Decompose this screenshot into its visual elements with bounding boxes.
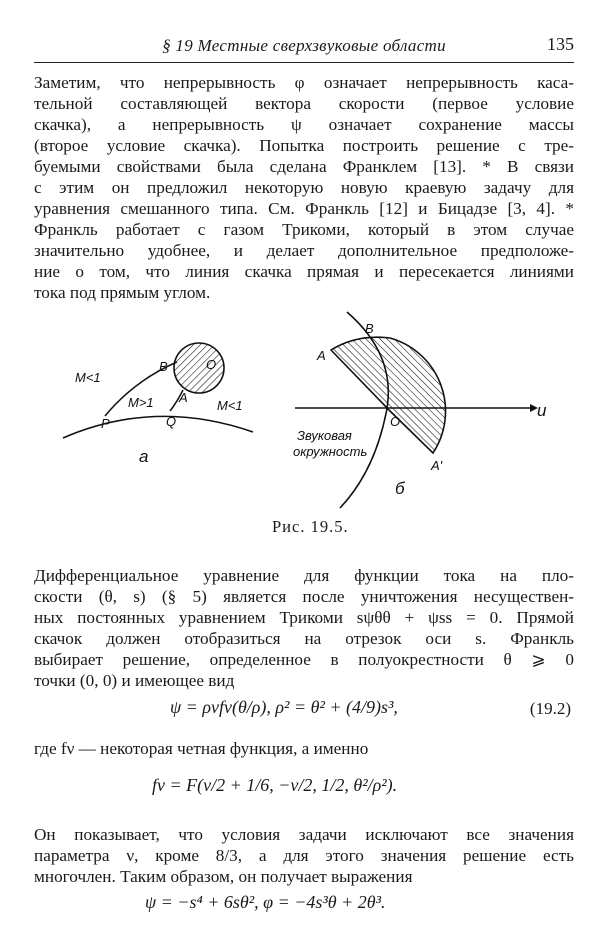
point-B: B: [365, 321, 374, 336]
text-line: скачок должен отобразиться на отрезок оси s. Франкль: [34, 629, 574, 648]
text-line: параметра ν, кроме 8/3, а для этого значения решение есть: [34, 846, 574, 865]
text-line: (второе условие скачка). Попытка построить решение с тре-: [34, 136, 574, 155]
running-header: [34, 36, 574, 64]
point-A: A: [179, 390, 188, 405]
text-line: с этим он предложил некоторую новую краевую задачу для: [34, 178, 574, 197]
paragraph-2: [34, 565, 574, 691]
paragraph-4: [34, 824, 574, 887]
text-line: ных постоянных уравнением Трикоми sψθθ + ψss = 0. Прямой: [34, 608, 574, 627]
point-B: B: [159, 359, 168, 374]
profile-curve: [63, 416, 253, 438]
formula-f-nu: fν = F(ν/2 + 1/6, −ν/2, 1/2, θ²/ρ²).: [152, 775, 398, 795]
text-line: Заметим, что непрерывность φ означает непрерывность каса-: [34, 73, 574, 92]
label-m-lt-1-left: M<1: [75, 370, 101, 385]
text-line: тока под прямым углом.: [34, 283, 211, 302]
figure-caption: Рис. 19.5.: [272, 517, 349, 536]
text-line: ние о том, что линия скачка прямая и пересекается линиями: [34, 262, 574, 281]
text-line: скачка), а непрерывность ψ означает сохранение массы: [34, 115, 574, 134]
point-A-prime: A': [431, 458, 443, 473]
equation-number: (19.2): [529, 699, 571, 718]
text-line: Франкль работает с газом Трикоми, который в этом случае: [34, 220, 574, 239]
supersonic-circle: [174, 343, 224, 393]
text-line: многочлен. Таким образом, он получает выражения: [34, 867, 413, 886]
text-line: выбирает решение, определенное в полуокрестности θ ⩾ 0: [34, 650, 574, 669]
text-line: Дифференциальное уравнение для функции тока на пло-: [34, 566, 574, 585]
page-number: 135: [547, 34, 574, 54]
point-O: O: [206, 357, 217, 372]
point-O: O: [390, 414, 401, 429]
point-A: A: [317, 348, 326, 363]
panel-label-b: б: [395, 479, 405, 498]
text-line: значительно удобнее, и делает дополнительное предположе-: [34, 241, 574, 260]
point-P: P: [101, 416, 110, 431]
point-Q: Q: [166, 414, 177, 429]
formula-psi-phi: ψ = −s⁴ + 6sθ², φ = −4s³θ + 2θ³.: [145, 892, 386, 912]
text-line: скости (θ, s) (§ 5) является после уничтожения несуществен-: [34, 587, 574, 606]
paragraph-3: [34, 738, 574, 759]
figure-a: [55, 320, 270, 465]
sonic-label-1: Звуковая: [297, 428, 352, 443]
paragraph-1: [34, 72, 574, 303]
text-line: точки (0, 0) и имеющее вид: [34, 671, 235, 690]
text-line: тельной составляющей вектора скорости (первое условие: [34, 94, 574, 113]
section-title: § 19 Местные сверхзвуковые области: [162, 36, 446, 55]
label-m-lt-1-right: M<1: [217, 398, 243, 413]
panel-label-a: a: [139, 447, 149, 465]
text-line: буемыми свойствами была сделана Франклем [13]. * В связи: [34, 157, 574, 176]
figure-b: [285, 308, 555, 513]
sonic-label-2: окружность: [293, 444, 368, 459]
header-rule: [34, 62, 574, 63]
text-line: где fν — некоторая четная функция, а именно: [34, 739, 369, 758]
label-m-gt-1: M>1: [128, 395, 154, 410]
axis-label-u: u: [537, 401, 547, 420]
text-line: Он показывает, что условия задачи исключают все значения: [34, 825, 574, 844]
text-line: уравнения смешанного типа. См. Франкль [12] и Бицадзе [3, 4]. *: [34, 199, 574, 218]
formula-19-2: ψ = ρνfν(θ/ρ), ρ² = θ² + (4/9)s³,: [170, 697, 398, 717]
